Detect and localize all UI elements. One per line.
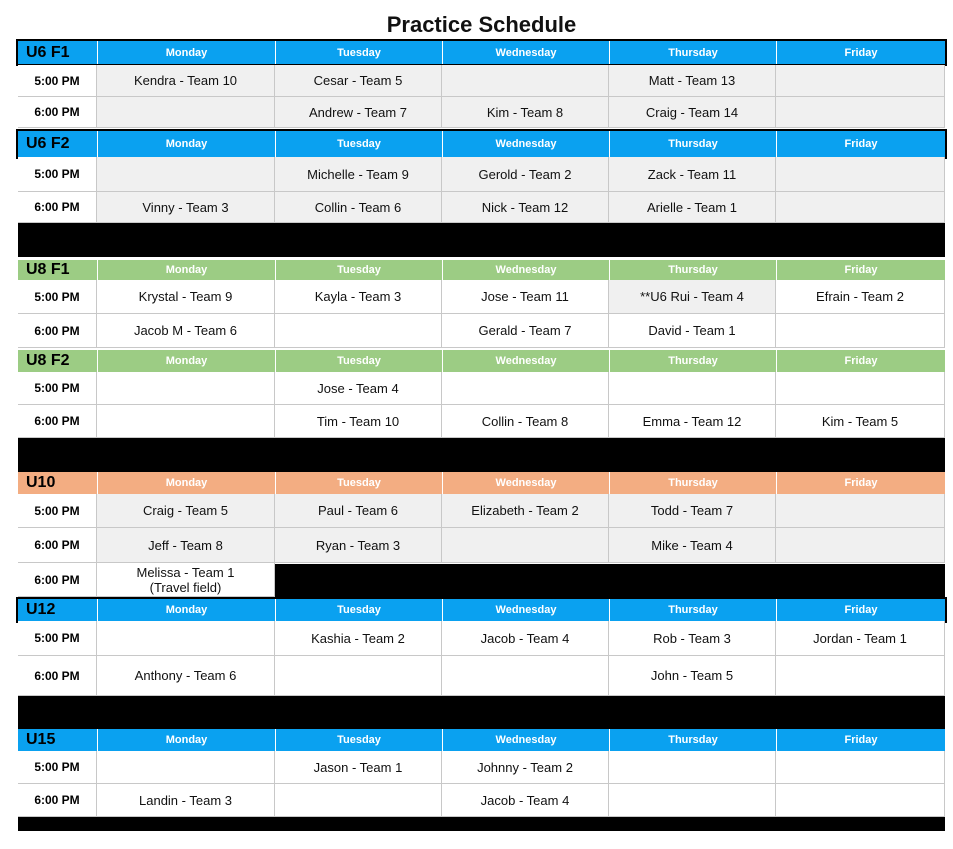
schedule-cell (97, 97, 275, 127)
schedule-cell (442, 656, 609, 695)
schedule-row (18, 314, 945, 348)
group-label: U10 (26, 474, 56, 491)
schedule-cell: Gerold - Team 2 (442, 157, 609, 191)
group-label: U12 (26, 601, 56, 618)
day-header-friday: Friday (776, 472, 945, 494)
day-header-thursday: Thursday (609, 41, 776, 64)
schedule-cell (776, 65, 945, 96)
schedule-row (18, 157, 945, 192)
schedule-cell (442, 65, 609, 96)
day-header-wednesday: Wednesday (442, 131, 609, 157)
schedule-row (18, 372, 945, 405)
time-slot: 6:00 PM (18, 314, 97, 347)
schedule-cell: Jason - Team 1 (275, 751, 442, 783)
schedule-cell (97, 372, 275, 404)
day-header-friday: Friday (776, 350, 945, 372)
schedule-cell: Elizabeth - Team 2 (442, 494, 609, 527)
black-divider (18, 438, 945, 472)
schedule-cell (776, 157, 945, 191)
schedule-cell: Jose - Team 4 (275, 372, 442, 404)
schedule-cell (776, 528, 945, 562)
schedule-cell: Craig - Team 14 (609, 97, 776, 127)
schedule-cell: Kashia - Team 2 (275, 621, 442, 655)
schedule-cell: Jacob - Team 4 (442, 621, 609, 655)
schedule-cell: Kendra - Team 10 (97, 65, 275, 96)
schedule-cell: Jacob M - Team 6 (97, 314, 275, 347)
schedule-cell: Jeff - Team 8 (97, 528, 275, 562)
group-label: U8 F1 (26, 261, 70, 278)
schedule-cell (609, 784, 776, 816)
group-label: U8 F2 (26, 352, 70, 369)
day-header-monday: Monday (97, 260, 275, 280)
schedule-cell: Paul - Team 6 (275, 494, 442, 527)
day-header-thursday: Thursday (609, 350, 776, 372)
schedule-cell (776, 656, 945, 695)
schedule-row (18, 65, 945, 97)
black-divider (18, 223, 945, 257)
schedule-cell: Vinny - Team 3 (97, 192, 275, 222)
day-header-thursday: Thursday (609, 599, 776, 621)
schedule-cell: Tim - Team 10 (275, 405, 442, 437)
black-divider (18, 696, 945, 729)
schedule-cell: Andrew - Team 7 (275, 97, 442, 127)
schedule-cell: David - Team 1 (609, 314, 776, 347)
schedule-cell: Anthony - Team 6 (97, 656, 275, 695)
section-header (18, 260, 945, 280)
schedule-row (18, 280, 945, 314)
time-slot: 6:00 PM (18, 528, 97, 562)
schedule-cell: Collin - Team 8 (442, 405, 609, 437)
schedule-cell: Efrain - Team 2 (776, 280, 945, 313)
schedule-row (18, 405, 945, 438)
day-header-friday: Friday (776, 729, 945, 751)
schedule-row (18, 784, 945, 817)
schedule-cell: John - Team 5 (609, 656, 776, 695)
schedule-cell: Matt - Team 13 (609, 65, 776, 96)
schedule-row (18, 656, 945, 696)
schedule-cell (97, 751, 275, 783)
day-header-friday: Friday (776, 41, 945, 64)
section-header (18, 729, 945, 751)
schedule-cell: Landin - Team 3 (97, 784, 275, 816)
schedule-cell: Nick - Team 12 (442, 192, 609, 222)
time-slot: 5:00 PM (18, 280, 97, 313)
group-label: U6 F1 (26, 43, 70, 61)
schedule-cell: Arielle - Team 1 (609, 192, 776, 222)
schedule-cell: Cesar - Team 5 (275, 65, 442, 96)
time-slot: 5:00 PM (18, 621, 97, 655)
schedule-row (18, 97, 945, 128)
day-header-monday: Monday (97, 131, 275, 157)
schedule-cell (776, 751, 945, 783)
time-slot: 5:00 PM (18, 157, 97, 191)
day-header-thursday: Thursday (609, 131, 776, 157)
section-header (18, 350, 945, 372)
day-header-friday: Friday (776, 260, 945, 280)
schedule-cell (442, 528, 609, 562)
day-header-monday: Monday (97, 472, 275, 494)
schedule-cell (776, 97, 945, 127)
time-slot: 6:00 PM (18, 563, 97, 596)
day-header-tuesday: Tuesday (275, 260, 442, 280)
schedule-cell: Michelle - Team 9 (275, 157, 442, 191)
schedule-cell (776, 494, 945, 527)
day-header-thursday: Thursday (609, 260, 776, 280)
day-header-tuesday: Tuesday (275, 41, 442, 64)
day-header-tuesday: Tuesday (275, 729, 442, 751)
day-header-thursday: Thursday (609, 729, 776, 751)
schedule-cell: Kayla - Team 3 (275, 280, 442, 313)
time-slot: 5:00 PM (18, 751, 97, 783)
time-slot: 6:00 PM (18, 192, 97, 222)
schedule-row (18, 192, 945, 223)
schedule-cell (442, 372, 609, 404)
schedule-row (18, 751, 945, 784)
schedule-cell (97, 405, 275, 437)
section-header (18, 41, 945, 64)
schedule-cell: Craig - Team 5 (97, 494, 275, 527)
time-slot: 6:00 PM (18, 656, 97, 695)
page-title: Practice Schedule (386, 12, 577, 37)
schedule-cell (776, 314, 945, 347)
day-header-wednesday: Wednesday (442, 472, 609, 494)
day-header-monday: Monday (97, 599, 275, 621)
day-header-wednesday: Wednesday (442, 599, 609, 621)
day-header-friday: Friday (776, 599, 945, 621)
day-header-wednesday: Wednesday (442, 350, 609, 372)
section-header (18, 472, 945, 494)
schedule-cell: Melissa - Team 1 (Travel field) (97, 563, 275, 596)
schedule-cell: Todd - Team 7 (609, 494, 776, 527)
day-header-monday: Monday (97, 41, 275, 64)
schedule-cell: Jose - Team 11 (442, 280, 609, 313)
schedule-cell (776, 372, 945, 404)
black-divider (18, 817, 945, 831)
schedule-cell (275, 784, 442, 816)
day-header-tuesday: Tuesday (275, 131, 442, 157)
day-header-wednesday: Wednesday (442, 41, 609, 64)
time-slot: 6:00 PM (18, 405, 97, 437)
day-header-monday: Monday (97, 729, 275, 751)
black-divider (275, 564, 945, 599)
time-slot: 5:00 PM (18, 372, 97, 404)
schedule-row (18, 621, 945, 656)
day-header-monday: Monday (97, 350, 275, 372)
schedule-cell: Kim - Team 8 (442, 97, 609, 127)
schedule-cell: Jordan - Team 1 (776, 621, 945, 655)
schedule-cell: Zack - Team 11 (609, 157, 776, 191)
group-label: U6 F2 (26, 135, 70, 152)
day-header-thursday: Thursday (609, 472, 776, 494)
schedule-cell: Mike - Team 4 (609, 528, 776, 562)
schedule-cell (609, 372, 776, 404)
time-slot: 6:00 PM (18, 784, 97, 816)
schedule-cell: Rob - Team 3 (609, 621, 776, 655)
day-header-tuesday: Tuesday (275, 472, 442, 494)
time-slot: 6:00 PM (18, 97, 97, 127)
schedule-cell: **U6 Rui - Team 4 (609, 280, 776, 313)
time-slot: 5:00 PM (18, 494, 97, 527)
group-label: U15 (26, 731, 56, 748)
schedule-row (18, 528, 945, 563)
schedule-cell: Jacob - Team 4 (442, 784, 609, 816)
schedule-cell (97, 157, 275, 191)
section-header (18, 599, 945, 621)
schedule-cell: Collin - Team 6 (275, 192, 442, 222)
schedule-cell: Emma - Team 12 (609, 405, 776, 437)
schedule-cell (275, 656, 442, 695)
schedule-row (18, 494, 945, 528)
day-header-tuesday: Tuesday (275, 350, 442, 372)
schedule-cell (609, 751, 776, 783)
schedule-cell: Kim - Team 5 (776, 405, 945, 437)
schedule-cell: Ryan - Team 3 (275, 528, 442, 562)
schedule-cell (776, 784, 945, 816)
schedule-cell (275, 314, 442, 347)
schedule-cell: Krystal - Team 9 (97, 280, 275, 313)
schedule-cell (97, 621, 275, 655)
day-header-friday: Friday (776, 131, 945, 157)
day-header-wednesday: Wednesday (442, 729, 609, 751)
schedule-cell (776, 192, 945, 222)
schedule-cell: Johnny - Team 2 (442, 751, 609, 783)
day-header-tuesday: Tuesday (275, 599, 442, 621)
schedule-cell: Gerald - Team 7 (442, 314, 609, 347)
time-slot: 5:00 PM (18, 65, 97, 96)
day-header-wednesday: Wednesday (442, 260, 609, 280)
section-header (18, 131, 945, 157)
